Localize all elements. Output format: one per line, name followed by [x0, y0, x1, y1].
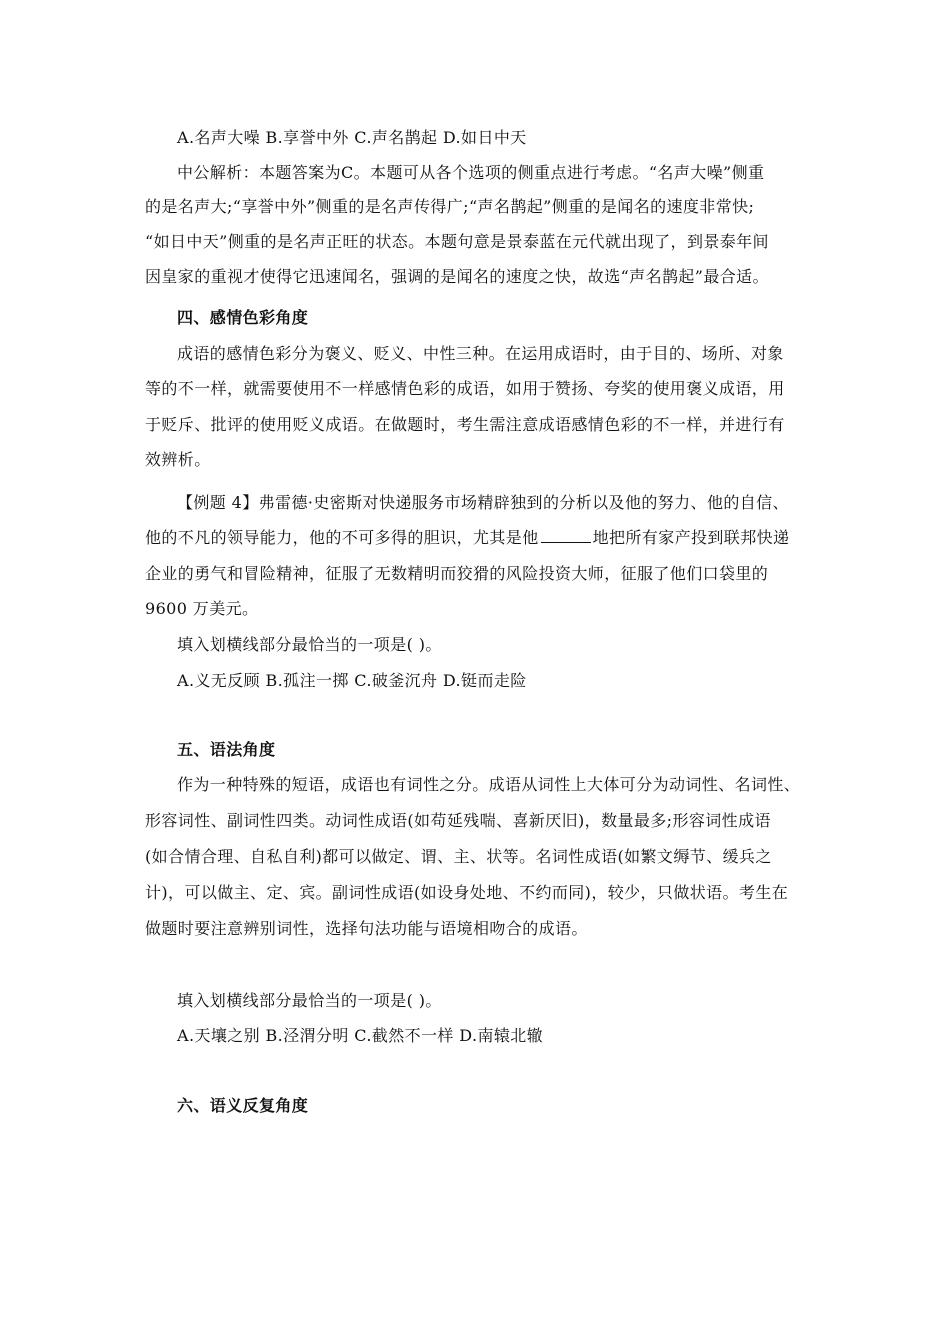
- section-5-body-line: 形容词性、副词性四类。动词性成语(如苟延残喘、喜新厌旧)，数量最多;形容词性成语: [145, 811, 771, 830]
- example-4-text: 他的不凡的领导能力，他的不可多得的胆识，尤其是他: [145, 528, 539, 547]
- section-5-body-line: (如合情合理、自私自利)都可以做定、谓、主、状等。名词性成语(如繁文缛节、缓兵之: [145, 847, 772, 866]
- q3-options: A.名声大噪 B.享誉中外 C.声名鹊起 D.如日中天: [177, 128, 527, 147]
- q3-analysis-line: “如日中天”侧重的是名声正旺的状态。本题句意是景泰蓝在元代就出现了，到景泰年间: [145, 232, 769, 251]
- example-4-line: 9600 万美元。: [145, 599, 259, 618]
- section-5-prompt: 填入划横线部分最恰当的一项是( )。: [177, 991, 442, 1010]
- q3-analysis-line: 的是名声大;“享誉中外”侧重的是名声传得广;“声名鹊起”侧重的是闻名的速度非常快;: [145, 197, 755, 216]
- section-4-body-line: 等的不一样，就需要使用不一样感情色彩的成语，如用于赞扬、夸奖的使用褒义成语，用: [145, 379, 785, 398]
- section-5-body-line: 计)，可以做主、定、宾。副词性成语(如设身处地、不约而同)，较少，只做状语。考生在: [145, 883, 789, 902]
- section-5-heading: 五、语法角度: [177, 740, 276, 759]
- section-5-body-line: 作为一种特殊的短语，成语也有词性之分。成语从词性上大体可分为动词性、名词性、: [177, 775, 801, 794]
- example-4-line: [145, 527, 810, 549]
- example-4-line: 企业的勇气和冒险精神，征服了无数精明而狡猾的风险投资大师，征服了他们口袋里的: [145, 564, 769, 583]
- section-4-body-line: 成语的感情色彩分为褒义、贬义、中性三种。在运用成语时，由于目的、场所、对象: [177, 344, 784, 363]
- example-4-text: 地把所有家产投到联邦快递: [592, 528, 790, 547]
- q3-analysis-line: 中公解析：本题答案为C。本题可从各个选项的侧重点进行考虑。“名声大噪”侧重: [177, 163, 765, 182]
- example-4-options: A.义无反顾 B.孤注一掷 C.破釜沉舟 D.铤而走险: [177, 671, 527, 690]
- section-4-body-line: 效辨析。: [145, 450, 211, 469]
- section-4-body-line: 于贬斥、批评的使用贬义成语。在做题时，考生需注意成语感情色彩的不一样，并进行有: [145, 415, 785, 434]
- example-4-line: 【例题 4】弗雷德·史密斯对快递服务市场精辟独到的分析以及他的努力、他的自信、: [177, 493, 789, 512]
- section-6-heading: 六、语义反复角度: [177, 1096, 309, 1115]
- fill-in-blank: [541, 528, 591, 543]
- section-5-options: A.天壤之别 B.泾渭分明 C.截然不一样 D.南辕北辙: [177, 1026, 544, 1045]
- example-4-prompt: 填入划横线部分最恰当的一项是( )。: [177, 635, 442, 654]
- q3-analysis-line: 因皇家的重视才使得它迅速闻名，强调的是闻名的速度之快，故选“声名鹊起”最合适。: [145, 267, 769, 286]
- section-4-heading: 四、感情色彩角度: [177, 308, 309, 327]
- section-5-body-line: 做题时要注意辨别词性，选择句法功能与语境相吻合的成语。: [145, 919, 588, 938]
